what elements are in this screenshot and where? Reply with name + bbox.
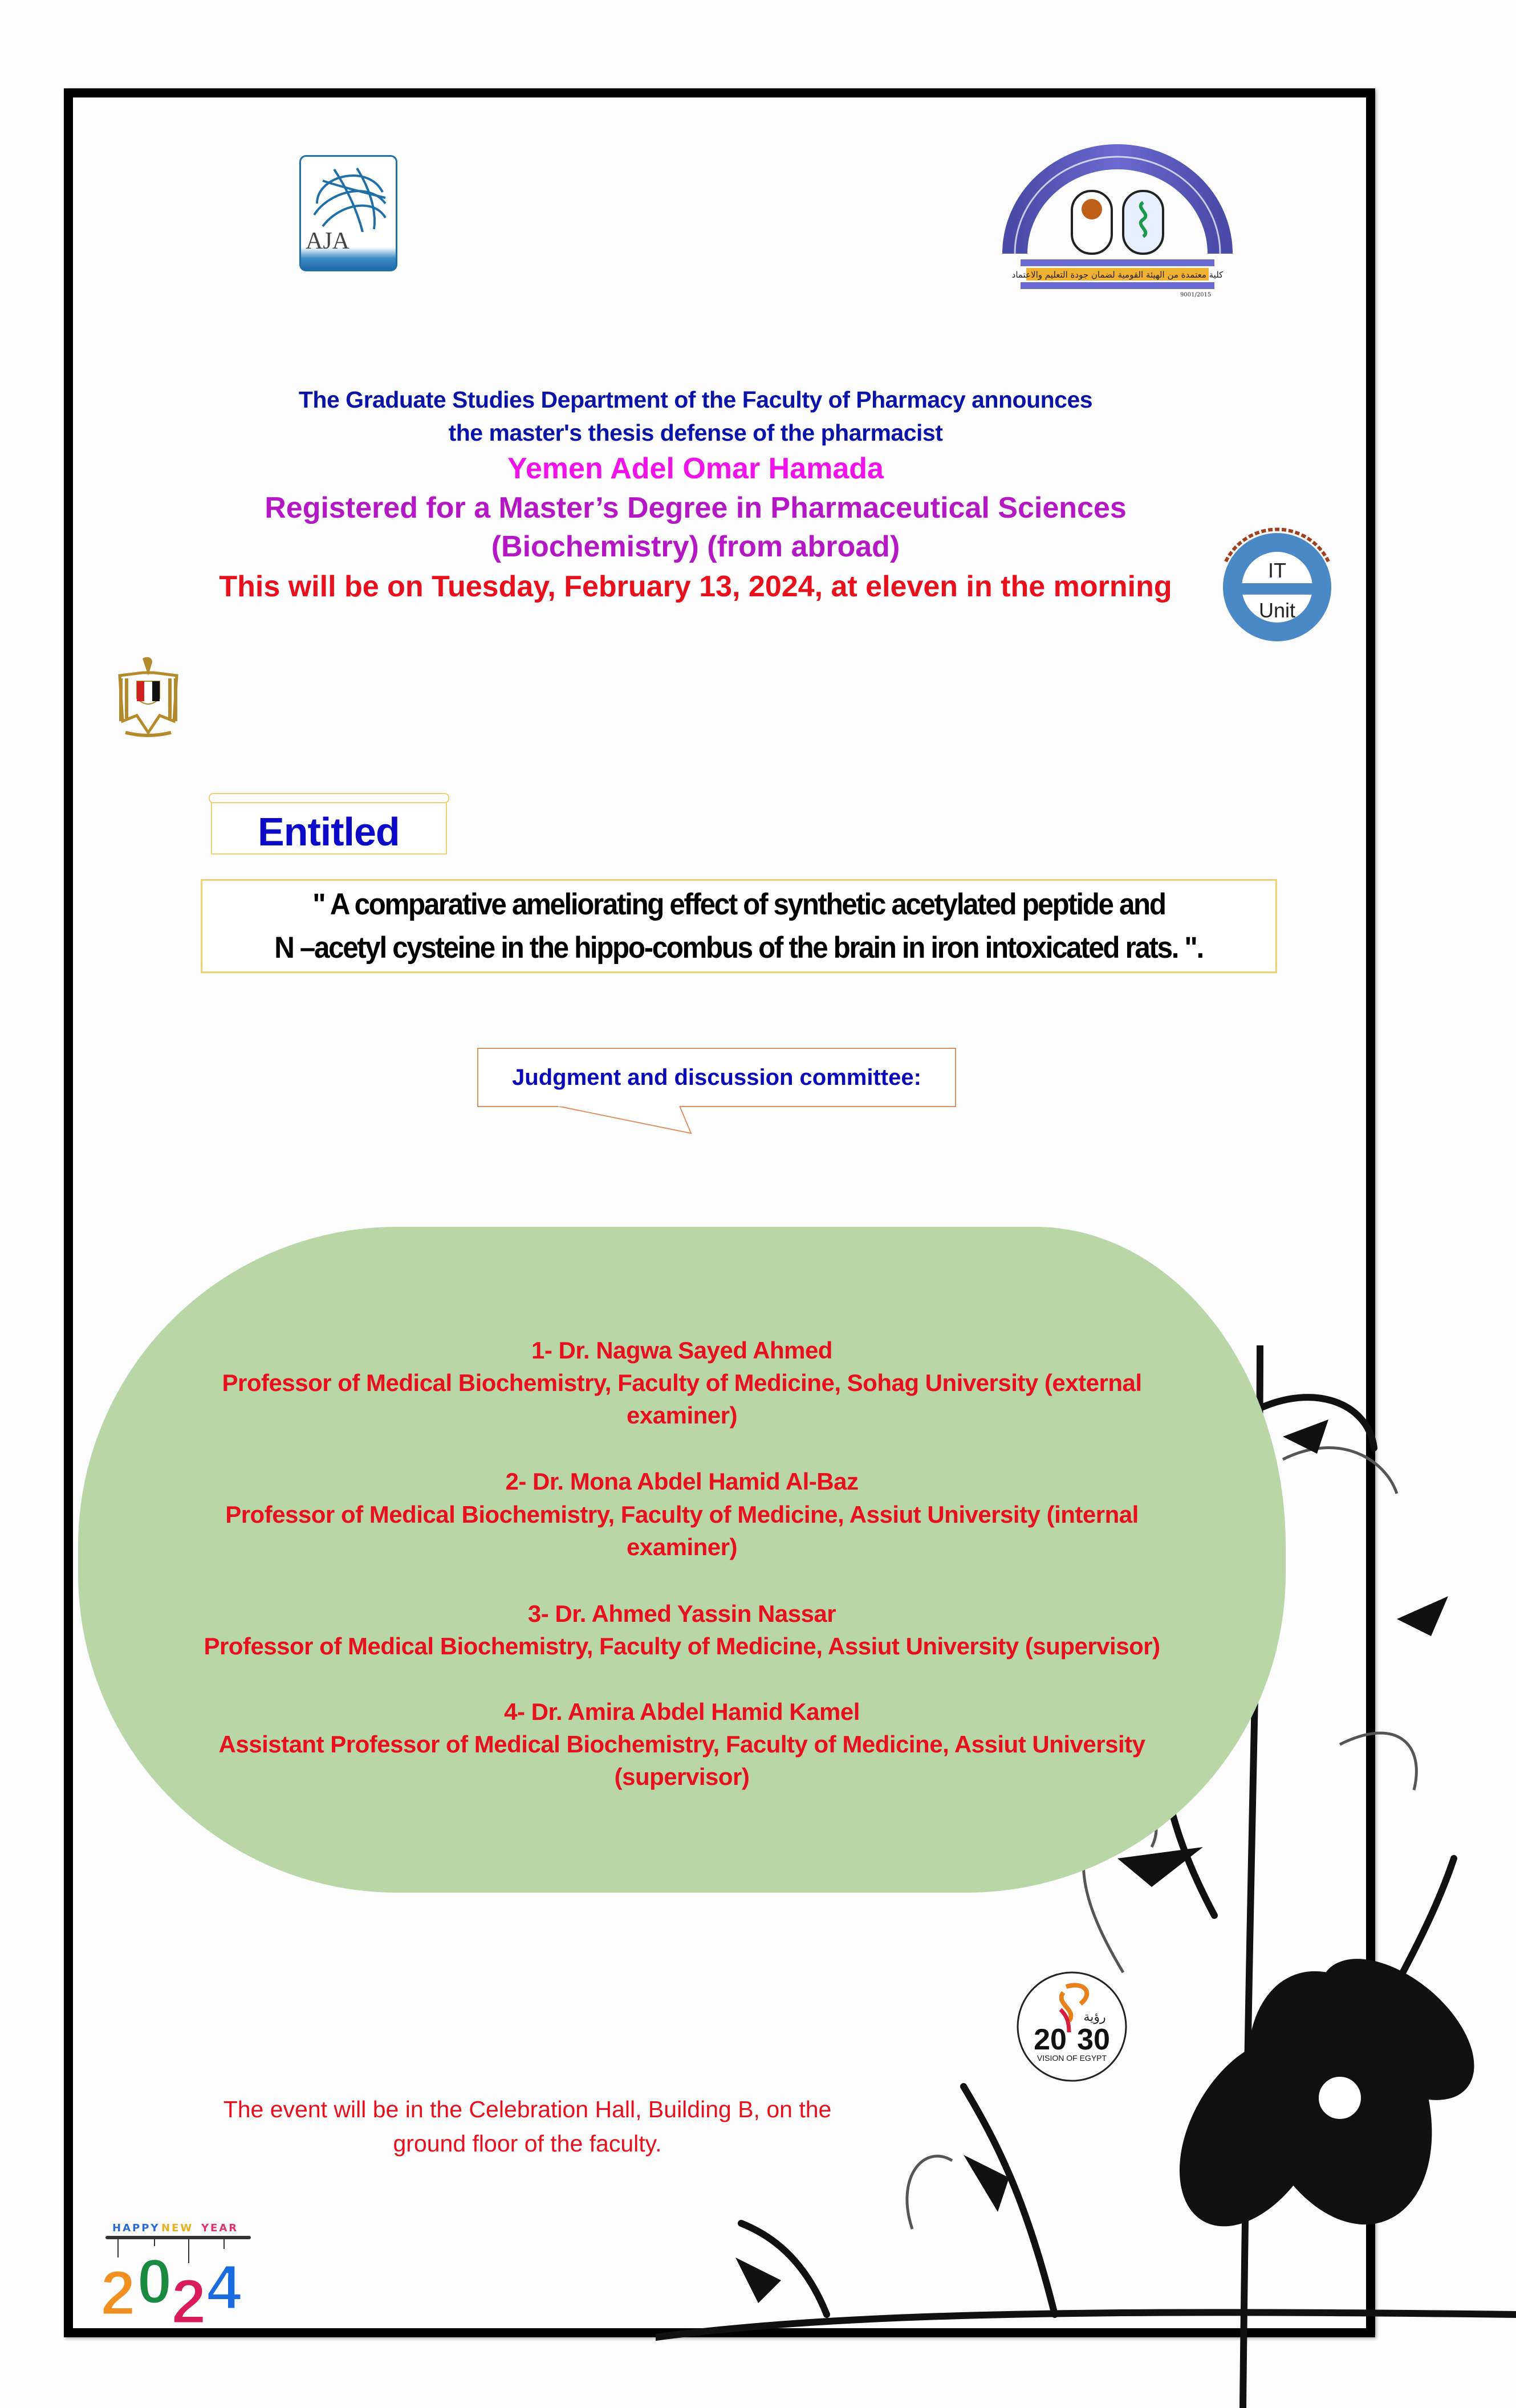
entitled-scroll <box>211 795 447 855</box>
venue-line-1: The event will be in the Celebration Hall, Building B, on the <box>223 2096 832 2122</box>
vision-2030-logo <box>1015 1970 1129 2084</box>
candidate-name: Yemen Adel Omar Hamada <box>507 452 884 485</box>
globe-icon <box>306 164 391 232</box>
member-1-role-cont: examiner) <box>627 1402 737 1429</box>
svg-text:YEAR: YEAR <box>201 2222 239 2234</box>
svg-text:4: 4 <box>206 2252 242 2322</box>
member-4-name: 4- Dr. Amira Abdel Hamid Kamel <box>504 1698 860 1725</box>
aja-logo-text: AJA <box>306 228 350 254</box>
entitled-label: Entitled <box>258 810 400 854</box>
svg-text:HAPPY: HAPPY <box>112 2222 160 2234</box>
faculty-of-pharmacy-emblem-icon <box>992 123 1243 311</box>
svg-text:IT: IT <box>1268 559 1286 582</box>
thesis-title-line-1: " A comparative ameliorating effect of synthetic acetylated peptide and <box>312 887 1165 921</box>
svg-text:كلية معتمدة من الهيئة القومية: كلية معتمدة من الهيئة القومية لضمان جودة التعليم والاعتماد <box>1011 270 1224 280</box>
announcement-line-1: The Graduate Studies Department of the Faculty of Pharmacy announces <box>298 387 1093 413</box>
eagle-of-saladin-emblem-icon <box>114 653 182 744</box>
venue-line-2: ground floor of the faculty. <box>393 2130 662 2157</box>
svg-text:2: 2 <box>100 2258 136 2328</box>
svg-text:9001/2015: 9001/2015 <box>1180 292 1212 298</box>
svg-text:رؤية: رؤية <box>1083 2010 1106 2024</box>
svg-text:20: 20 <box>1034 2023 1067 2056</box>
member-1-name: 1- Dr. Nagwa Sayed Ahmed <box>531 1337 832 1364</box>
member-4-role: Assistant Professor of Medical Biochemistry, Faculty of Medicine, Assiut University <box>218 1731 1145 1758</box>
svg-text:0: 0 <box>137 2247 172 2317</box>
happy-new-year-2024-graphic <box>94 2218 257 2332</box>
svg-text:30: 30 <box>1077 2023 1110 2056</box>
member-2-name: 2- Dr. Mona Abdel Hamid Al-Baz <box>505 1468 859 1495</box>
degree-line-1: Registered for a Master’s Degree in Pharmaceutical Sciences <box>265 491 1127 524</box>
venue-info <box>171 2092 884 2161</box>
vision-2030-icon <box>1015 1970 1129 2084</box>
new-year-2024-icon <box>94 2218 257 2332</box>
svg-text:Unit: Unit <box>1258 599 1296 622</box>
member-3-role: Professor of Medical Biochemistry, Faculty of Medicine, Assiut University (supervisor) <box>204 1633 1160 1659</box>
svg-text:NEW: NEW <box>161 2222 194 2234</box>
member-2-role-cont: examiner) <box>627 1534 737 1560</box>
svg-text:ISO: ISO <box>1038 290 1051 298</box>
svg-text:VISION OF EGYPT: VISION OF EGYPT <box>1037 2053 1107 2063</box>
svg-text:2: 2 <box>171 2267 206 2332</box>
thesis-title-line-2: N –acetyl cysteine in the hippo-combus of the brain in iron intoxicated rats. ". <box>274 930 1204 965</box>
committee-panel <box>78 1227 1286 1893</box>
member-4-role-cont: (supervisor) <box>614 1763 750 1790</box>
aja-logo <box>299 155 397 271</box>
committee-heading-callout: Judgment and discussion committee: <box>477 1048 956 1107</box>
defense-date: This will be on Tuesday, February 13, 2024, at eleven in the morning <box>219 570 1172 603</box>
member-3-name: 3- Dr. Ahmed Yassin Nassar <box>527 1600 836 1627</box>
callout-tail-icon <box>477 1106 705 1140</box>
announcement-line-2: the master's thesis defense of the pharmacist <box>448 420 943 446</box>
member-1-role: Professor of Medical Biochemistry, Faculty of Medicine, Sohag University (external <box>222 1369 1142 1396</box>
degree-line-2: (Biochemistry) (from abroad) <box>491 530 900 563</box>
thesis-title-box <box>201 879 1277 973</box>
it-unit-seal-icon <box>1209 516 1346 647</box>
member-2-role: Professor of Medical Biochemistry, Faculty of Medicine, Assiut University (internal <box>225 1501 1139 1528</box>
scroll-roll <box>209 793 449 803</box>
